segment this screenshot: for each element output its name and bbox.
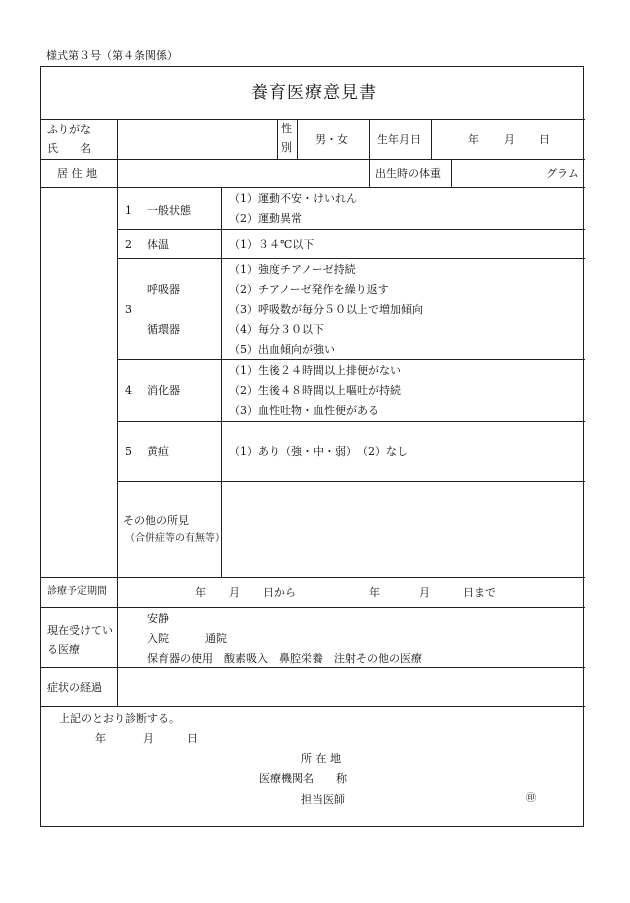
column-divider xyxy=(431,119,432,159)
period-until: 日まで xyxy=(463,586,496,599)
body-temperature-label: 体温 xyxy=(147,238,169,251)
sex-label-top: 性 xyxy=(281,122,292,135)
treatment-period-label: 診療予定期間 xyxy=(47,586,107,597)
period-start-month: 月 xyxy=(229,586,240,599)
column-divider xyxy=(369,119,370,187)
period-from: 日から xyxy=(263,586,296,599)
row-divider xyxy=(117,421,585,422)
gram-unit: グラム xyxy=(546,167,579,180)
care-options-line: 保育器の使用 酸素吸入 鼻腔栄養 注射その他の医療 xyxy=(147,652,422,665)
care-option-outpatient: 通院 xyxy=(205,632,227,645)
row-divider xyxy=(41,607,585,608)
address-label: 居 住 地 xyxy=(57,167,97,180)
column-divider xyxy=(221,187,222,577)
finding-item: （1）あり（強・中・弱） （2）なし xyxy=(229,445,408,458)
progress-label: 症状の経過 xyxy=(47,681,102,694)
finding-item: （2）生後４８時間以上嘔吐が持続 xyxy=(229,384,401,397)
column-divider xyxy=(451,159,452,187)
finding-item: （4）毎分３０以下 xyxy=(229,323,324,336)
birthdate-day: 日 xyxy=(539,133,550,146)
section-number: 2 xyxy=(125,238,132,251)
row-divider xyxy=(117,481,585,482)
jaundice-label: 黄疸 xyxy=(147,445,169,458)
finding-item: （5）出血傾向が強い xyxy=(229,343,335,356)
period-end-month: 月 xyxy=(419,586,430,599)
section-number: 1 xyxy=(125,204,132,217)
current-care-label: 現在受けてい xyxy=(47,624,113,637)
row-divider xyxy=(41,119,585,120)
finding-item: （3）呼吸数が毎分５０以上で増加傾向 xyxy=(229,303,423,316)
diagnosis-date-day: 日 xyxy=(187,732,198,745)
other-findings-label: その他の所見 xyxy=(123,514,189,527)
sex-options: 男・女 xyxy=(315,133,348,146)
row-divider xyxy=(117,258,585,259)
care-option-inpatient: 入院 xyxy=(147,632,169,645)
seal-mark-icon: ㊞ xyxy=(526,793,536,804)
row-divider xyxy=(117,229,585,230)
diagnosis-date-month: 月 xyxy=(143,732,154,745)
column-divider xyxy=(117,119,118,706)
period-start-year: 年 xyxy=(195,586,206,599)
birthdate-year: 年 xyxy=(468,133,479,146)
circulatory-label: 循環器 xyxy=(147,323,180,336)
medical-opinion-form xyxy=(40,66,584,827)
sex-label-bottom: 別 xyxy=(281,141,292,154)
birth-weight-label: 出生時の体重 xyxy=(375,167,441,180)
column-divider xyxy=(297,119,298,159)
birthdate-label: 生年月日 xyxy=(377,133,421,146)
section-number: 5 xyxy=(125,445,132,458)
current-care-label-2: る医療 xyxy=(47,643,80,656)
respiratory-label: 呼吸器 xyxy=(147,283,180,296)
row-divider xyxy=(41,706,585,707)
row-divider xyxy=(41,159,585,160)
care-option-rest: 安静 xyxy=(147,612,169,625)
row-divider xyxy=(117,359,585,360)
finding-item: （1）運動不安・けいれん xyxy=(229,192,357,205)
section-number: 4 xyxy=(125,384,132,397)
institution-name-label: 医療機関名 称 xyxy=(259,772,347,785)
finding-item: （2）運動異常 xyxy=(229,212,302,225)
finding-item: （1）強度チアノーゼ持続 xyxy=(229,263,356,276)
location-label: 所 在 地 xyxy=(301,752,341,765)
name-label: 氏 名 xyxy=(47,142,91,155)
form-number-note: 様式第３号（第４条関係） xyxy=(46,49,178,62)
general-condition-label: 一般状態 xyxy=(147,204,191,217)
finding-item: （2）チアノーゼ発作を繰り返す xyxy=(229,283,389,296)
finding-item: （1）生後２４時間以上排便がない xyxy=(229,364,401,377)
other-findings-note: （合併症等の有無等） xyxy=(125,533,225,544)
section-number: 3 xyxy=(125,303,132,316)
digestive-label: 消化器 xyxy=(147,384,180,397)
column-divider xyxy=(277,119,278,159)
form-title: 養育医療意見書 xyxy=(251,83,377,103)
row-divider xyxy=(41,667,585,668)
row-divider xyxy=(41,577,585,578)
attending-doctor-label: 担当医師 xyxy=(301,793,345,806)
furigana-label: ふりがな xyxy=(47,123,91,136)
diagnosis-statement: 上記のとおり診断する。 xyxy=(59,712,180,725)
period-end-year: 年 xyxy=(369,586,380,599)
birthdate-month: 月 xyxy=(504,133,515,146)
row-divider xyxy=(41,187,585,188)
finding-item: （3）血性吐物・血性便がある xyxy=(229,404,379,417)
finding-item: （1）３４℃以下 xyxy=(229,238,315,251)
diagnosis-date-year: 年 xyxy=(95,732,106,745)
